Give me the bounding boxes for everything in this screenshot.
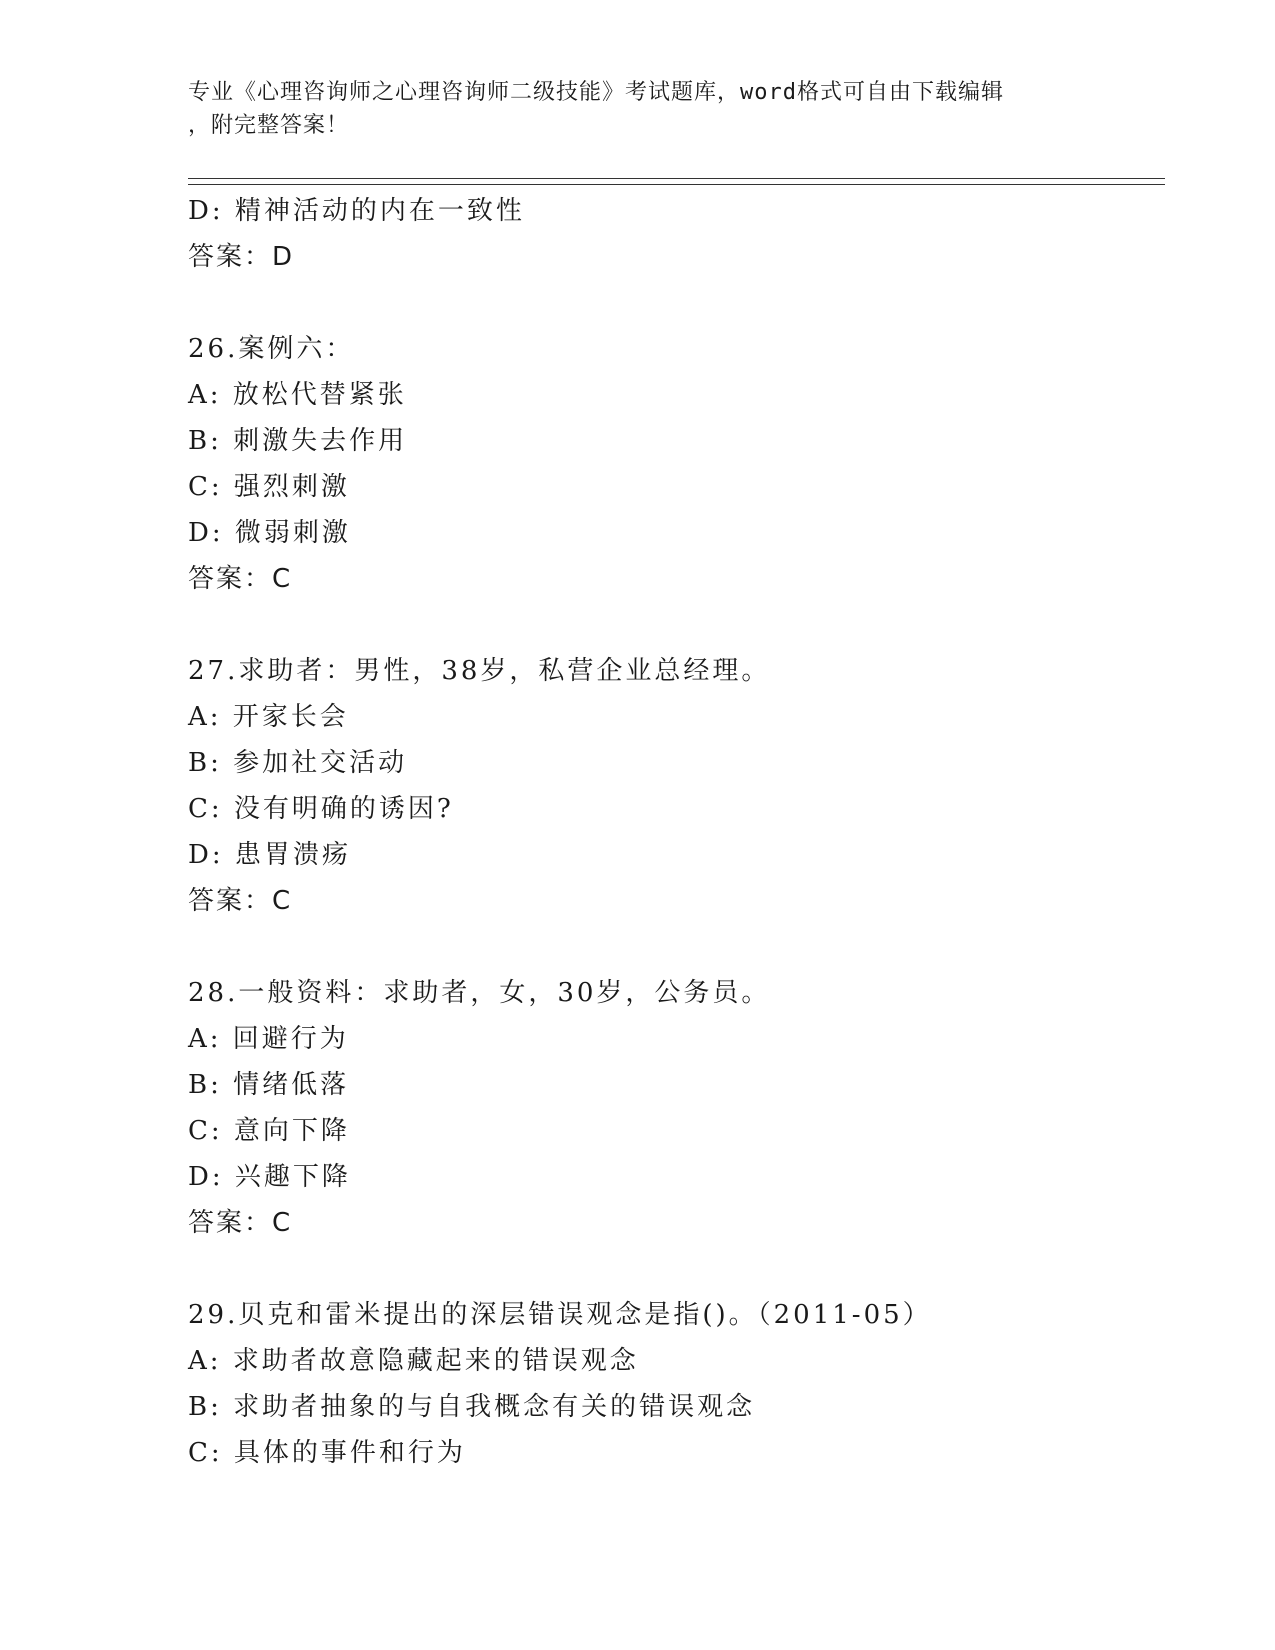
document-body [188,188,1165,1476]
option-a: A: 放松代替紧张 [188,380,407,410]
question-27 [188,648,1165,924]
answer-line: 答案：C [188,886,293,916]
spacer [188,924,1165,970]
header-line-1: 专业《心理咨询师之心理咨询师二级技能》考试题库，word格式可自由下载编辑 [188,80,1004,105]
question-stem: 28.一般资料：求助者，女，30岁，公务员。 [188,978,771,1008]
question-stem: 26.案例六： [188,334,355,364]
option-c: C: 没有明确的诱因? [188,794,454,824]
option-a: A: 开家长会 [188,702,349,732]
question-stem: 29.贝克和雷米提出的深层错误观念是指()。（2011-05） [188,1300,932,1330]
option-d: D: 精神活动的内在一致性 [188,196,525,226]
spacer [188,602,1165,648]
header-double-rule [188,178,1165,185]
option-c: C: 具体的事件和行为 [188,1438,466,1468]
option-c: C: 意向下降 [188,1116,350,1146]
document-header [188,76,1088,142]
option-a: A: 回避行为 [188,1024,349,1054]
option-d: D: 微弱刺激 [188,518,351,548]
question-26 [188,326,1165,602]
option-b: B: 情绪低落 [188,1070,350,1100]
question-29 [188,1292,1165,1476]
answer-line: 答案：C [188,1208,293,1238]
option-a: A: 求助者故意隐藏起来的错误观念 [188,1346,639,1376]
header-line-2: ，附完整答案！ [188,113,350,138]
answer-line: 答案：D [188,242,295,272]
answer-line: 答案：C [188,564,293,594]
option-b: B: 刺激失去作用 [188,426,408,456]
question-25-tail [188,188,1165,280]
option-b: B: 求助者抽象的与自我概念有关的错误观念 [188,1392,756,1422]
option-d: D: 患胃溃疡 [188,840,351,870]
option-d: D: 兴趣下降 [188,1162,351,1192]
question-stem: 27.求助者：男性，38岁，私营企业总经理。 [188,656,771,686]
spacer [188,1246,1165,1292]
option-c: C: 强烈刺激 [188,472,350,502]
question-28 [188,970,1165,1246]
option-b: B: 参加社交活动 [188,748,408,778]
spacer [188,280,1165,326]
